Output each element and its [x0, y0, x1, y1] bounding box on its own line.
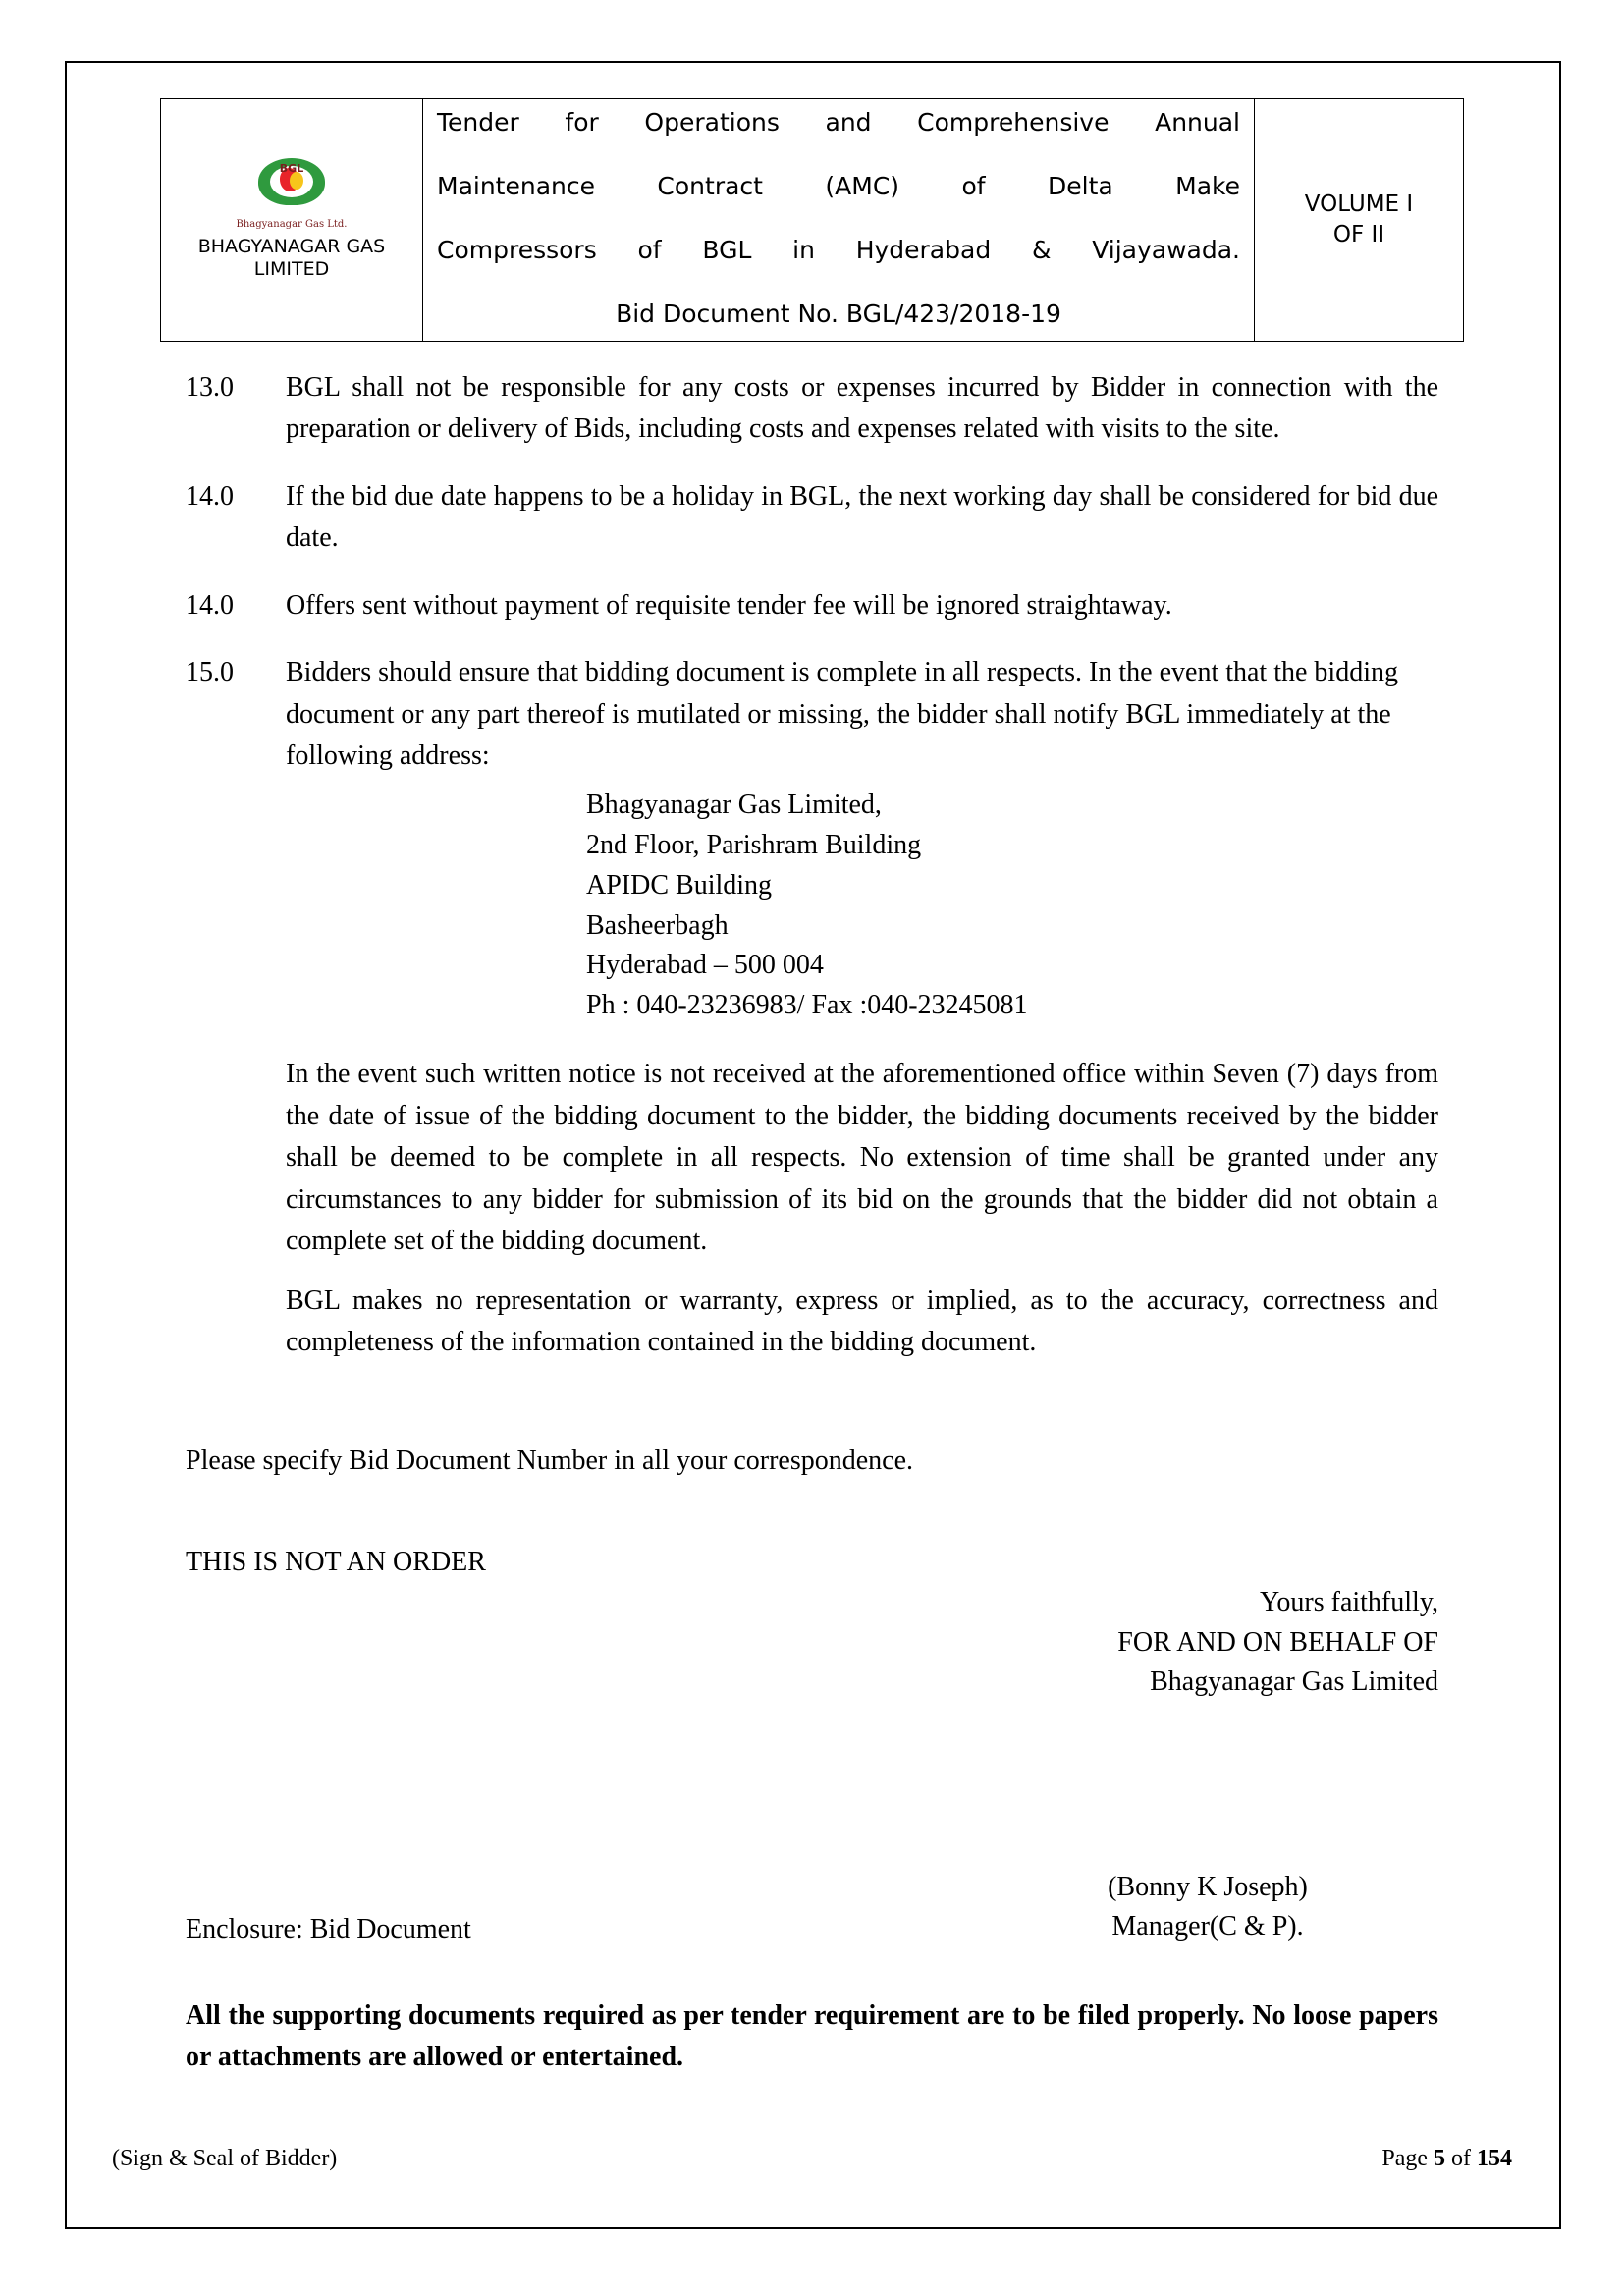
- logo-mark-text: BGL: [279, 162, 304, 176]
- document-header-table: [160, 98, 1464, 342]
- header-title-line-3: Compressors of BGL in Hyderabad & Vijayawada.: [437, 236, 1240, 264]
- paragraph-written-notice: In the event such written notice is not received at the aforementioned office within Seven (7) days from the date of issue of the bidding document to the bidder, the bidding documents received by the bidder shall be deemed to be complete in all respects. No extension of time shall be granted under any circumstances to any bidder for submission of its bid on the grounds that the bidder did not obtain a complete set of the bidding document.: [286, 1059, 1438, 1257]
- clause-number: 13.0: [186, 371, 234, 403]
- footer-current-page: 5: [1434, 2146, 1445, 2171]
- signatory-name: (Bonny K Joseph): [1108, 1871, 1308, 1902]
- footer-page-prefix: Page: [1381, 2146, 1434, 2171]
- logo-caption: Bhagyanagar Gas Ltd.: [236, 219, 348, 231]
- signoff-on-behalf-of: FOR AND ON BEHALF OF: [1117, 1626, 1438, 1658]
- header-title-cell: [423, 99, 1255, 342]
- footer-sign-seal: (Sign & Seal of Bidder): [112, 2146, 338, 2171]
- bgl-logo-icon: [250, 156, 333, 221]
- logo-company-line1: BHAGYANAGAR GAS: [197, 236, 386, 258]
- header-title-line-1: Tender for Operations and Comprehensive Annual: [437, 108, 1240, 137]
- signatory-designation: Manager(C & P).: [1111, 1910, 1304, 1941]
- signoff-company: Bhagyanagar Gas Limited: [1150, 1667, 1438, 1698]
- signoff-block: [186, 1583, 1438, 1703]
- page-content: [71, 61, 1553, 2078]
- clause-number: 14.0: [186, 480, 234, 512]
- address-line: Bhagyanagar Gas Limited,: [586, 789, 882, 820]
- paragraph-no-warranty: BGL makes no representation or warranty, express or implied, as to the accuracy, correctness and completeness of the information contained in the bidding document.: [286, 1285, 1438, 1358]
- clause-number: 14.0: [186, 589, 234, 621]
- header-bid-document-number: Bid Document No. BGL/423/2018-19: [616, 300, 1061, 328]
- volume-line-2: OF II: [1332, 221, 1385, 247]
- address-line: 2nd Floor, Parishram Building: [586, 829, 922, 860]
- bid-document-number-notice: Please specify Bid Document Number in all your correspondence.: [186, 1445, 914, 1476]
- contact-address-block: [586, 786, 1438, 1026]
- address-line: Hyderabad – 500 004: [586, 950, 824, 981]
- address-line: APIDC Building: [586, 869, 773, 901]
- header-logo-cell: [161, 99, 423, 342]
- address-line: Basheerbagh: [586, 909, 729, 941]
- volume-line-1: VOLUME I: [1304, 191, 1414, 217]
- address-phone-fax: Ph : 040-23236983/ Fax :040-23245081: [586, 990, 1028, 1021]
- document-body: [186, 342, 1438, 2079]
- clause-text: If the bid due date happens to be a holiday in BGL, the next working day shall be considered for bid due date.: [286, 480, 1438, 554]
- logo-company-line2: LIMITED: [253, 258, 330, 281]
- page-footer: [112, 2146, 1512, 2172]
- clause-14-0-b: [186, 585, 1438, 628]
- clause-13-0: [186, 367, 1438, 451]
- signature-row: [186, 1868, 1438, 1951]
- footer-page-middle: of: [1445, 2146, 1477, 2171]
- header-volume-cell: [1255, 99, 1464, 342]
- footer-total-pages: 154: [1477, 2146, 1512, 2171]
- clause-text: Offers sent without payment of requisite tender fee will be ignored straightaway.: [286, 589, 1172, 621]
- signoff-yours-faithfully: Yours faithfully,: [1259, 1587, 1438, 1618]
- clause-text: Bidders should ensure that bidding document is complete in all respects. In the event that the bidding document or any part thereof is mutilated or missing, the bidder shall notify BGL immediately at the following address:: [286, 657, 1398, 772]
- clause-14-0-a: [186, 476, 1438, 560]
- header-title-line-2: Maintenance Contract (AMC) of Delta Make: [437, 172, 1240, 200]
- supporting-documents-note: All the supporting documents required as per tender requirement are to be filed properly. No loose papers or attachments are allowed or entertained.: [186, 2000, 1438, 2073]
- clause-number: 15.0: [186, 657, 234, 688]
- clause-15-0: [186, 652, 1438, 778]
- enclosure-label: Enclosure: Bid Document: [186, 1913, 471, 1944]
- footer-page-number: [1381, 2146, 1512, 2172]
- clause-text: BGL shall not be responsible for any costs or expenses incurred by Bidder in connection with the preparation or delivery of Bids, including costs and expenses related with visits to the site.: [286, 371, 1438, 445]
- this-is-not-an-order: THIS IS NOT AN ORDER: [186, 1546, 486, 1577]
